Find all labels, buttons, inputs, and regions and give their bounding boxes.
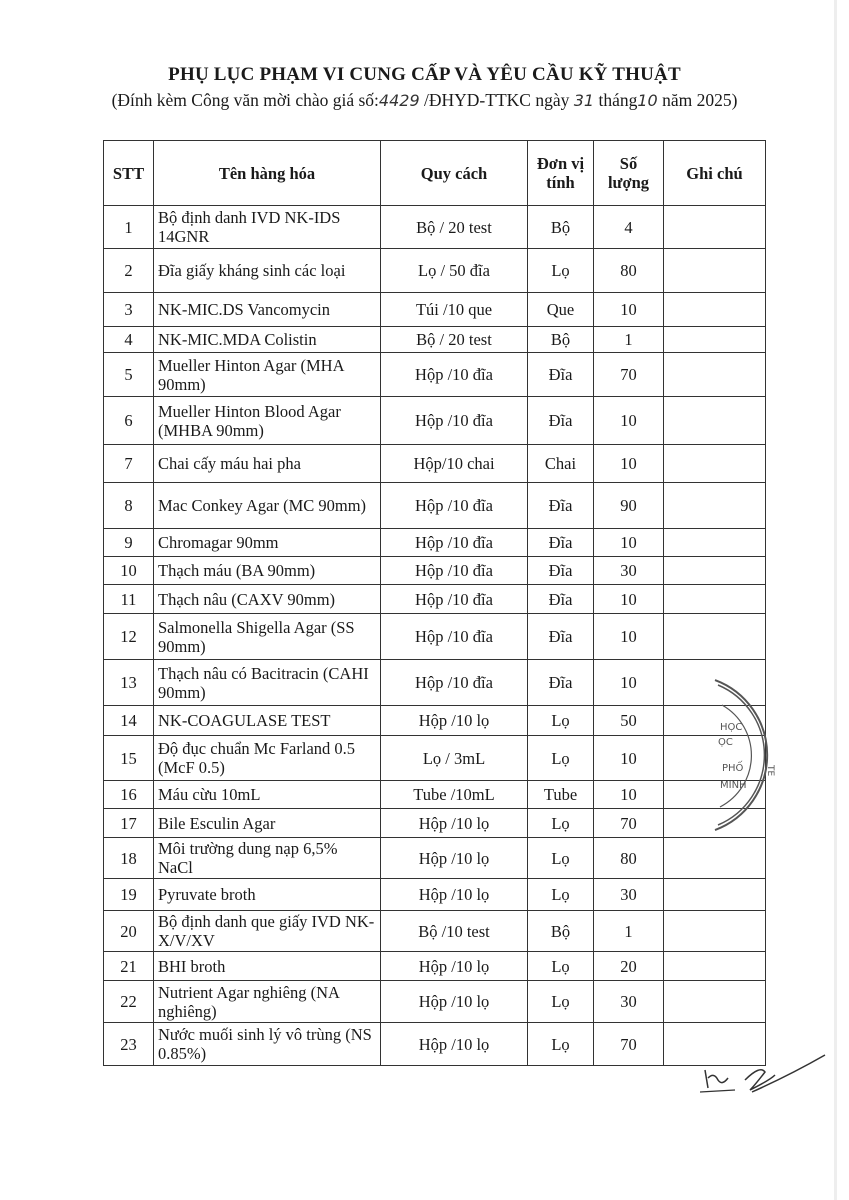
cell-name: Nutrient Agar nghiêng (NA nghiêng) (154, 981, 381, 1023)
table-row (104, 781, 766, 809)
cell-name: Mueller Hinton Blood Agar (MHBA 90mm) (154, 397, 381, 445)
cell-stt: 15 (104, 736, 154, 781)
cell-unit: Bộ (528, 206, 594, 249)
table-row (104, 557, 766, 585)
cell-qty: 10 (594, 397, 664, 445)
cell-name: NK-MIC.MDA Colistin (154, 327, 381, 353)
cell-stt: 21 (104, 952, 154, 981)
cell-spec: Bộ / 20 test (381, 206, 528, 249)
cell-spec: Bộ / 20 test (381, 327, 528, 353)
cell-stt: 2 (104, 249, 154, 293)
header-stt: STT (104, 141, 154, 206)
cell-stt: 18 (104, 838, 154, 879)
cell-name: Mac Conkey Agar (MC 90mm) (154, 483, 381, 529)
cell-qty: 70 (594, 809, 664, 838)
cell-unit: Que (528, 293, 594, 327)
cell-unit: Bộ (528, 327, 594, 353)
table-row (104, 529, 766, 557)
cell-spec: Hộp /10 lọ (381, 952, 528, 981)
table-row (104, 911, 766, 952)
cell-spec: Hộp /10 đĩa (381, 353, 528, 397)
table-row (104, 809, 766, 838)
cell-spec: Hộp /10 đĩa (381, 614, 528, 660)
cell-qty: 10 (594, 660, 664, 706)
cell-spec: Hộp /10 đĩa (381, 483, 528, 529)
table-row (104, 353, 766, 397)
cell-stt: 6 (104, 397, 154, 445)
table-row (104, 585, 766, 614)
header-note: Ghi chú (664, 141, 766, 206)
cell-note (664, 911, 766, 952)
cell-name: NK-COAGULASE TEST (154, 706, 381, 736)
cell-note (664, 585, 766, 614)
cell-name: Đĩa giấy kháng sinh các loại (154, 249, 381, 293)
document-number: 4429 (378, 91, 420, 110)
cell-name: Bile Esculin Agar (154, 809, 381, 838)
cell-unit: Chai (528, 445, 594, 483)
cell-unit: Lọ (528, 249, 594, 293)
cell-stt: 14 (104, 706, 154, 736)
cell-spec: Túi /10 que (381, 293, 528, 327)
cell-stt: 7 (104, 445, 154, 483)
cell-note (664, 981, 766, 1023)
cell-stt: 20 (104, 911, 154, 952)
cell-name: Chromagar 90mm (154, 529, 381, 557)
cell-note (664, 249, 766, 293)
cell-spec: Hộp /10 đĩa (381, 529, 528, 557)
table-row (104, 249, 766, 293)
cell-name: Mueller Hinton Agar (MHA 90mm) (154, 353, 381, 397)
stamp-text-3: PHỐ (722, 763, 744, 774)
cell-spec: Hộp /10 lọ (381, 706, 528, 736)
cell-note (664, 327, 766, 353)
cell-unit: Lọ (528, 706, 594, 736)
subtitle-month-label: tháng (594, 90, 638, 110)
cell-stt: 1 (104, 206, 154, 249)
cell-name: Máu cừu 10mL (154, 781, 381, 809)
cell-unit: Đĩa (528, 585, 594, 614)
cell-name: Bộ định danh IVD NK-IDS 14GNR (154, 206, 381, 249)
stamp (700, 675, 790, 835)
cell-spec: Lọ / 50 đĩa (381, 249, 528, 293)
cell-unit: Đĩa (528, 353, 594, 397)
cell-spec: Hộp/10 chai (381, 445, 528, 483)
cell-stt: 12 (104, 614, 154, 660)
cell-note (664, 879, 766, 911)
cell-unit: Lọ (528, 809, 594, 838)
cell-spec: Bộ /10 test (381, 911, 528, 952)
table-row (104, 952, 766, 981)
document-title: PHỤ LỤC PHẠM VI CUNG CẤP VÀ YÊU CẦU KỸ THUẬT (168, 64, 681, 85)
subtitle-mid: /ĐHYD-TTKC ngày (419, 90, 574, 110)
cell-qty: 30 (594, 557, 664, 585)
cell-unit: Đĩa (528, 614, 594, 660)
cell-note (664, 557, 766, 585)
table-row (104, 483, 766, 529)
cell-qty: 1 (594, 327, 664, 353)
cell-name: Pyruvate broth (154, 879, 381, 911)
table-row (104, 445, 766, 483)
table-row (104, 736, 766, 781)
cell-stt: 8 (104, 483, 154, 529)
cell-note (664, 445, 766, 483)
table-row (104, 1023, 766, 1066)
cell-unit: Lọ (528, 879, 594, 911)
cell-unit: Đĩa (528, 660, 594, 706)
cell-stt: 17 (104, 809, 154, 838)
cell-unit: Lọ (528, 736, 594, 781)
table-header-row (104, 141, 766, 206)
cell-note (664, 952, 766, 981)
cell-unit: Lọ (528, 1023, 594, 1066)
cell-qty: 1 (594, 911, 664, 952)
cell-spec: Hộp /10 lọ (381, 1023, 528, 1066)
cell-qty: 70 (594, 353, 664, 397)
cell-name: Thạch nâu có Bacitracin (CAHI 90mm) (154, 660, 381, 706)
cell-name: Môi trường dung nạp 6,5% NaCl (154, 838, 381, 879)
header-qty: Số lượng (594, 141, 664, 206)
cell-qty: 80 (594, 249, 664, 293)
table-row (104, 879, 766, 911)
cell-unit: Lọ (528, 981, 594, 1023)
header-spec: Quy cách (381, 141, 528, 206)
cell-stt: 5 (104, 353, 154, 397)
cell-qty: 50 (594, 706, 664, 736)
cell-name: Salmonella Shigella Agar (SS 90mm) (154, 614, 381, 660)
cell-qty: 30 (594, 879, 664, 911)
scan-edge (834, 0, 837, 1200)
table-row (104, 293, 766, 327)
table-row (104, 327, 766, 353)
cell-name: Nước muối sinh lý vô trùng (NS 0.85%) (154, 1023, 381, 1066)
cell-unit: Đĩa (528, 557, 594, 585)
cell-name: NK-MIC.DS Vancomycin (154, 293, 381, 327)
cell-spec: Lọ / 3mL (381, 736, 528, 781)
cell-unit: Lọ (528, 952, 594, 981)
cell-name: Chai cấy máu hai pha (154, 445, 381, 483)
cell-spec: Hộp /10 lọ (381, 879, 528, 911)
table-row (104, 614, 766, 660)
cell-qty: 4 (594, 206, 664, 249)
cell-stt: 19 (104, 879, 154, 911)
cell-qty: 80 (594, 838, 664, 879)
subtitle-prefix: (Đính kèm Công văn mời chào giá số: (111, 90, 379, 110)
items-table (103, 140, 766, 1066)
stamp-text-4: MINH (720, 780, 747, 791)
cell-note (664, 293, 766, 327)
cell-unit: Đĩa (528, 529, 594, 557)
cell-stt: 22 (104, 981, 154, 1023)
cell-unit: Bộ (528, 911, 594, 952)
document-month: 10 (637, 91, 658, 110)
cell-name: Bộ định danh que giấy IVD NK-X/V/XV (154, 911, 381, 952)
stamp-text-5: TE (765, 765, 775, 777)
cell-name: Thạch nâu (CAXV 90mm) (154, 585, 381, 614)
cell-note (664, 397, 766, 445)
cell-qty: 10 (594, 293, 664, 327)
cell-unit: Tube (528, 781, 594, 809)
cell-note (664, 838, 766, 879)
cell-note (664, 529, 766, 557)
cell-note (664, 206, 766, 249)
cell-stt: 9 (104, 529, 154, 557)
table-row (104, 706, 766, 736)
table-row (104, 838, 766, 879)
cell-spec: Hộp /10 đĩa (381, 585, 528, 614)
header-name: Tên hàng hóa (154, 141, 381, 206)
cell-qty: 10 (594, 445, 664, 483)
cell-stt: 23 (104, 1023, 154, 1066)
stamp-text-1: HỌC (720, 722, 743, 733)
document-subtitle (0, 90, 849, 111)
cell-qty: 10 (594, 529, 664, 557)
cell-unit: Lọ (528, 838, 594, 879)
cell-stt: 10 (104, 557, 154, 585)
cell-note (664, 614, 766, 660)
cell-name: BHI broth (154, 952, 381, 981)
table-row (104, 660, 766, 706)
cell-spec: Hộp /10 lọ (381, 838, 528, 879)
subtitle-suffix: năm 2025) (657, 90, 738, 110)
cell-note (664, 483, 766, 529)
table-row (104, 206, 766, 249)
cell-qty: 70 (594, 1023, 664, 1066)
cell-note (664, 353, 766, 397)
cell-name: Thạch máu (BA 90mm) (154, 557, 381, 585)
cell-qty: 10 (594, 585, 664, 614)
cell-spec: Hộp /10 lọ (381, 981, 528, 1023)
cell-stt: 16 (104, 781, 154, 809)
cell-name: Độ đục chuẩn Mc Farland 0.5 (McF 0.5) (154, 736, 381, 781)
cell-qty: 10 (594, 614, 664, 660)
cell-unit: Đĩa (528, 397, 594, 445)
cell-spec: Tube /10mL (381, 781, 528, 809)
cell-qty: 10 (594, 736, 664, 781)
cell-qty: 20 (594, 952, 664, 981)
cell-stt: 13 (104, 660, 154, 706)
cell-spec: Hộp /10 đĩa (381, 660, 528, 706)
cell-stt: 3 (104, 293, 154, 327)
initials-signature (700, 1050, 830, 1100)
cell-qty: 30 (594, 981, 664, 1023)
document-day: 31 (573, 91, 595, 110)
stamp-text-2: ỌC (718, 737, 733, 748)
cell-qty: 10 (594, 781, 664, 809)
cell-unit: Đĩa (528, 483, 594, 529)
cell-spec: Hộp /10 lọ (381, 809, 528, 838)
cell-stt: 4 (104, 327, 154, 353)
cell-qty: 90 (594, 483, 664, 529)
cell-spec: Hộp /10 đĩa (381, 397, 528, 445)
table-row (104, 981, 766, 1023)
table-row (104, 397, 766, 445)
header-unit: Đơn vị tính (528, 141, 594, 206)
cell-stt: 11 (104, 585, 154, 614)
cell-spec: Hộp /10 đĩa (381, 557, 528, 585)
